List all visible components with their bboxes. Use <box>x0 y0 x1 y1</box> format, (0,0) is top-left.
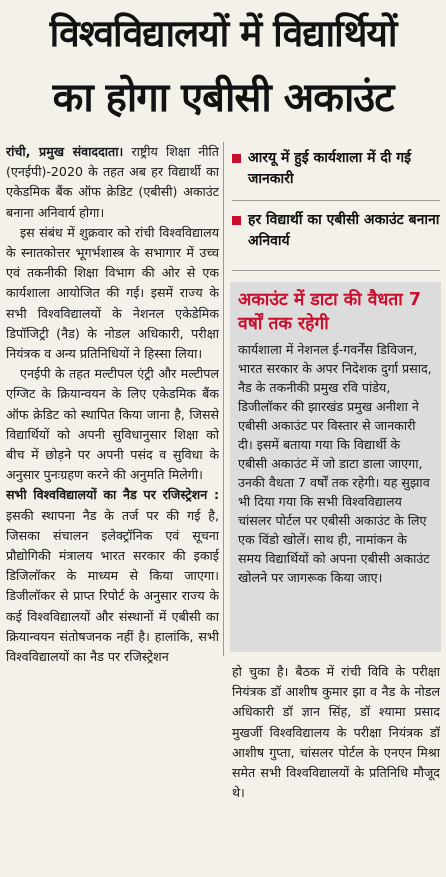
highlight-text: हर विद्यार्थी का एबीसी अकाउंट बनाना अनिवार्य <box>248 212 440 249</box>
headline <box>0 0 446 134</box>
info-box-title: अकाउंट में डाटा की वैधता 7 वर्षों तक रहेगी <box>238 290 422 334</box>
left-column <box>6 142 219 872</box>
continuation-column <box>232 662 440 872</box>
highlight-item <box>232 210 440 252</box>
highlight-separator <box>232 200 440 201</box>
headline-line-1: विश्वविद्यालयों में विद्यार्थियों <box>49 12 397 55</box>
red-square-bullet-icon <box>232 216 241 225</box>
intro-paragraph <box>6 142 219 223</box>
continuation-paragraph: हो चुका है। बैठक में रांची विवि के परीक्षा नियंत्रक डॉ आशीष कुमार झा व नैड के नोडल अधिकारी डॉ ज्ञान सिंह, डॉ श्यामा प्रसाद मुखर्जी विश्वविद्यालय के परीक्षा नियंत्रक डॉ आशीष गुप्ता, चांसलर पोर्टल के एनएन मिश्रा समेत सभी विश्वविद्यालयों के प्रतिनिधि मौजूद थे। <box>232 664 440 801</box>
paragraph-2: इस संबंध में शुक्रवार को रांची विश्वविद्यालय के स्नातकोत्तर भूगर्भशास्त्र के सभागार में उच्च एवं तकनीकी शिक्षा विभाग की ओर से एक कार्यशाला आयोजित की गई। इसमें राज्य के सभी विश्वविद्यालयों के नेशनल एकेडेमिक डिपॉजिट्री (नैड) के नोडल अधिकारी, परीक्षा नियंत्रक व अन्य प्रतिनिधियों ने हिस्सा लिया। <box>6 224 219 362</box>
highlights <box>232 142 440 252</box>
highlight-text: आरयू में हुई कार्यशाला में दी गई जानकारी <box>248 150 412 187</box>
red-square-bullet-icon <box>232 154 241 163</box>
column-divider <box>223 142 224 656</box>
subhead: सभी विश्वविद्यालयों का नैड पर रजिस्ट्रेशन : <box>6 487 219 503</box>
headline-line-2: का होगा एबीसी अकाउंट <box>52 75 394 121</box>
paragraph-4: इसकी स्थापना नैड के तर्ज पर की गई है, जिसका संचालन इलेक्ट्रॉनिक एवं सूचना प्रौद्योगिकी मंत्रालय भारत सरकार की इकाई डिजिलॉकर के माध्यम से किया जाएगा। डिजीलॉकर से प्राप्त रिपोर्ट के अनुसार राज्य के कई विश्वविद्यालयों और संस्थानों में एबीसी का क्रियान्वयन संतोषजनक नहीं है। हालांकि, सभी विश्वविद्यालयों का नैड पर रजिस्ट्रेशन <box>6 507 219 665</box>
highlight-separator <box>232 270 440 271</box>
highlight-item <box>232 148 440 190</box>
info-box <box>230 282 441 652</box>
subhead-paragraph <box>6 485 219 667</box>
byline: रांची, प्रमुख संवाददाता। <box>6 144 124 159</box>
paragraph-1: राष्ट्रीय शिक्षा नीति (एनईपी)-2020 के तहत अब हर विद्यार्थी का एकेडमिक बैंक ऑफ क्रेडिट (एबीसी) अकाउंट बनाना अनिवार्य होगा। <box>6 144 219 220</box>
paragraph-3: एनईपी के तहत मल्टीपल एंट्री और मल्टीपल एग्जिट के क्रियान्वयन के लिए एकेडमिक बैंक ऑफ क्रेडिट को स्थापित किया जाना है, जिससे विद्यार्थियों को अपनी सुविधानुसार शिक्षा को बीच में छोड़ने पर अपनी पसंद व सुविधा के अनुसार पुनःग्रहण करने की अनुमति मिलेगी। <box>6 366 219 483</box>
info-box-body: कार्यशाला में नेशनल ई-गवर्नेंस डिविजन, भारत सरकार के अपर निदेशक दुर्गा प्रसाद, नैड के तकनीकी प्रमुख रवि पांडेय, डिजीलॉकर की झारखंड प्रमुख अनीशा ने एबीसी अकाउंट पर विस्तार से जानकारी दी। इसमें बताया गया कि विद्यार्थी के एबीसी अकाउंट में जो डाटा डाला जाएगा, उनकी वैधता 7 वर्षों तक रहेगी। यह सुझाव भी दिया गया कि सभी विश्वविद्यालय चांसलर पोर्टल पर एबीसी अकाउंट के लिए एक विंडो खोलें। साथ ही, नामांकन के समय विद्यार्थियों को अपना एबीसी अकाउंट खोलने पर जागरूक किया जाए। <box>238 342 432 585</box>
